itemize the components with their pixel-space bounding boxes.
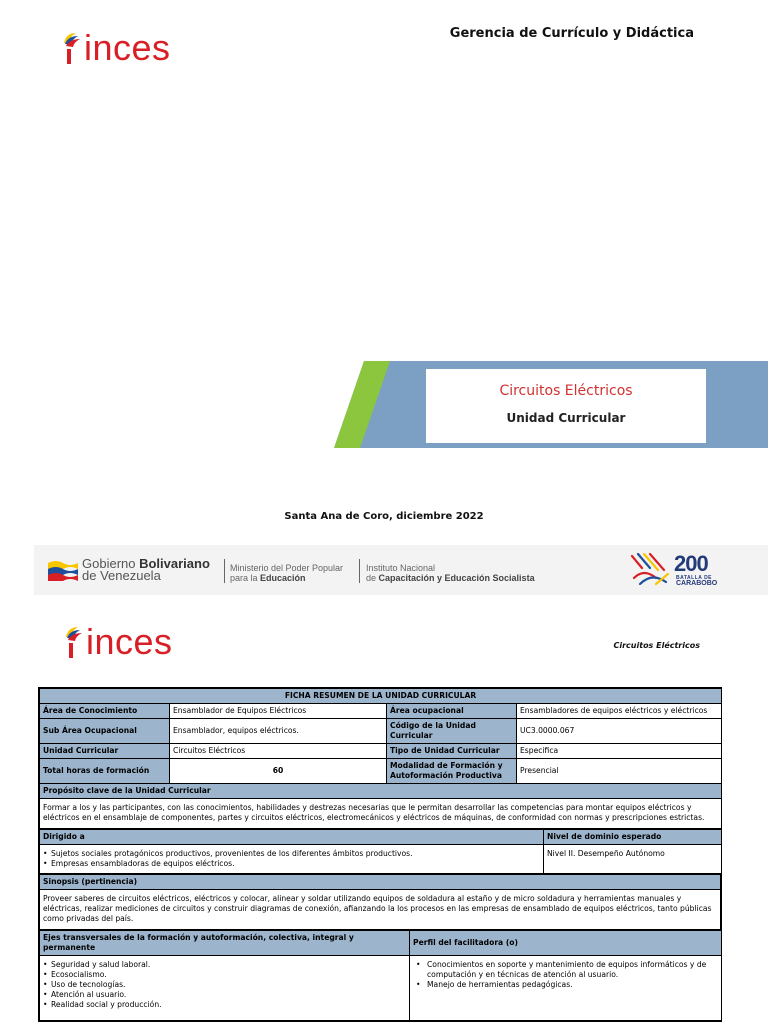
inces-flag-mark-icon [62,625,84,659]
field-label: Sub Área Ocupacional [40,719,170,744]
inst-line2b: Capacitación y Educación Socialista [378,573,535,583]
inces-logo [60,27,171,68]
proposito-label: Propósito clave de la Unidad Curricular [40,784,722,799]
bicentenario-carabobo-logo [630,552,730,588]
bicentenario-stripes-icon [630,552,674,588]
sinopsis-label: Sinopsis (pertinencia) [40,875,721,890]
page2-header-title: Circuitos Eléctricos [613,641,700,650]
header-title: Gerencia de Currículo y Didáctica [449,26,694,41]
field-value: Ensamblador, equipos eléctricos. [170,719,387,744]
proposito-text: Formar a los y las participantes, con las conocimientos, habilidades y destrezas necesarias que le permitan desarrollar las competencias para montar equipos eléctricos y eléctricos en el ensamblaje de componentes, partes y circuitos eléctricos, electromecánicos y eléctricos de máquinas, de conformidad con normas y prescripciones estrictas. [40,799,722,829]
field-value: Especifica [517,744,722,759]
field-label: Modalidad de Formación y Autoformación Productiva [387,759,517,784]
field-label: Unidad Curricular [40,744,170,759]
ejes-label: Ejes transversales de la formación y autoformación, colectiva, integral y permanente [40,931,410,956]
venezuela-flag-icon [48,559,78,581]
ministry-line1: Ministerio del Poder Popular [230,563,344,573]
list-item: • Seguridad y salud laboral. [43,960,406,970]
inst-line1: Instituto Nacional [366,563,436,573]
ejes-list-cell [40,956,410,1021]
field-value: 60 [170,759,387,784]
field-label: Área ocupacional [387,704,517,719]
ministry-line2b: Educación [260,573,306,583]
list-item: • Ecosocialismo. [43,970,406,980]
list-item: • Conocimientos en soporte y mantenimiento de equipos informáticos y de computación y en técnicas de atención al usuario. [413,960,718,980]
ficha-resumen-table [38,687,722,1022]
inces-logo-text: inces [86,621,173,662]
field-value: Circuitos Eléctricos [170,744,387,759]
ministry-text [230,563,343,583]
ministry-line2a: para la [230,573,261,583]
bicent-label1: BATALLA DE [676,575,713,581]
gobierno-bolivariano-text [82,558,210,582]
table-row [40,744,722,759]
bicent-number: 200 [674,551,708,576]
list-item: • Sujetos sociales protagónicos productivos, provenientes de los diferentes ámbitos productivos. [43,849,540,859]
banner-card [426,369,706,443]
table-row [40,759,722,784]
inces-flag-mark-icon [60,31,82,65]
sinopsis-text: Proveer saberes de circuitos eléctricos, eléctricos y colocar, alinear y soldar utilizando equipos de soldadura al estaño y de micro soldadura y herramientas manuales y eléctricas, realizar mediciones de circuitos y construir diagramas de conexión, afianzando la los procesos en las empresas de ensamblado de equipos eléctricos, tanto públicas como privadas del país. [40,890,721,930]
list-item: • Uso de tecnologías. [43,980,406,990]
list-item: • Atención al usuario. [43,990,406,1000]
separator [224,559,225,583]
inces-logo-text: inces [84,27,171,68]
dirigido-label: Dirigido a [40,830,544,845]
field-value: UC3.0000.067 [517,719,722,744]
place-date: Santa Ana de Coro, diciembre 2022 [284,511,484,522]
institute-text [366,563,535,583]
field-label: Total horas de formación [40,759,170,784]
title-banner [334,361,768,448]
nivel-label: Nivel de dominio esperado [544,830,722,845]
table-row [40,719,722,744]
field-value: Ensamblador de Equipos Eléctricos [170,704,387,719]
field-label: Código de la Unidad Curricular [387,719,517,744]
inst-line2a: de [366,573,379,583]
list-item: • Manejo de herramientas pedagógicas. [413,980,718,990]
separator [359,559,360,583]
unit-subtitle: Unidad Curricular [506,411,626,425]
inces-logo-page2 [62,621,173,662]
gov-line1a: Gobierno [82,556,140,571]
ficha-title: FICHA RESUMEN DE LA UNIDAD CURRICULAR [40,689,722,704]
gov-line1b: Bolivariano [139,556,210,571]
field-value: Presencial [517,759,722,784]
list-item: • Realidad social y producción. [43,1000,406,1010]
gov-line2: de Venezuela [82,568,161,583]
perfil-list-cell [410,956,722,1021]
perfil-label: Perfil del facilitadora (o) [410,931,722,956]
government-footer-bar [34,545,768,595]
bicent-label2: CARABOBO [676,580,718,587]
field-label: Tipo de Unidad Curricular [387,744,517,759]
nivel-value: Nivel II. Desempeño Autónomo [544,845,722,874]
dirigido-list-cell [40,845,544,874]
table-row [40,704,722,719]
list-item: • Empresas ensambladoras de equipos eléctricos. [43,859,540,869]
field-value: Ensambladores de equipos eléctricos y eléctricos [517,704,722,719]
field-label: Área de Conocimiento [40,704,170,719]
unit-title: Circuitos Eléctricos [499,383,633,399]
